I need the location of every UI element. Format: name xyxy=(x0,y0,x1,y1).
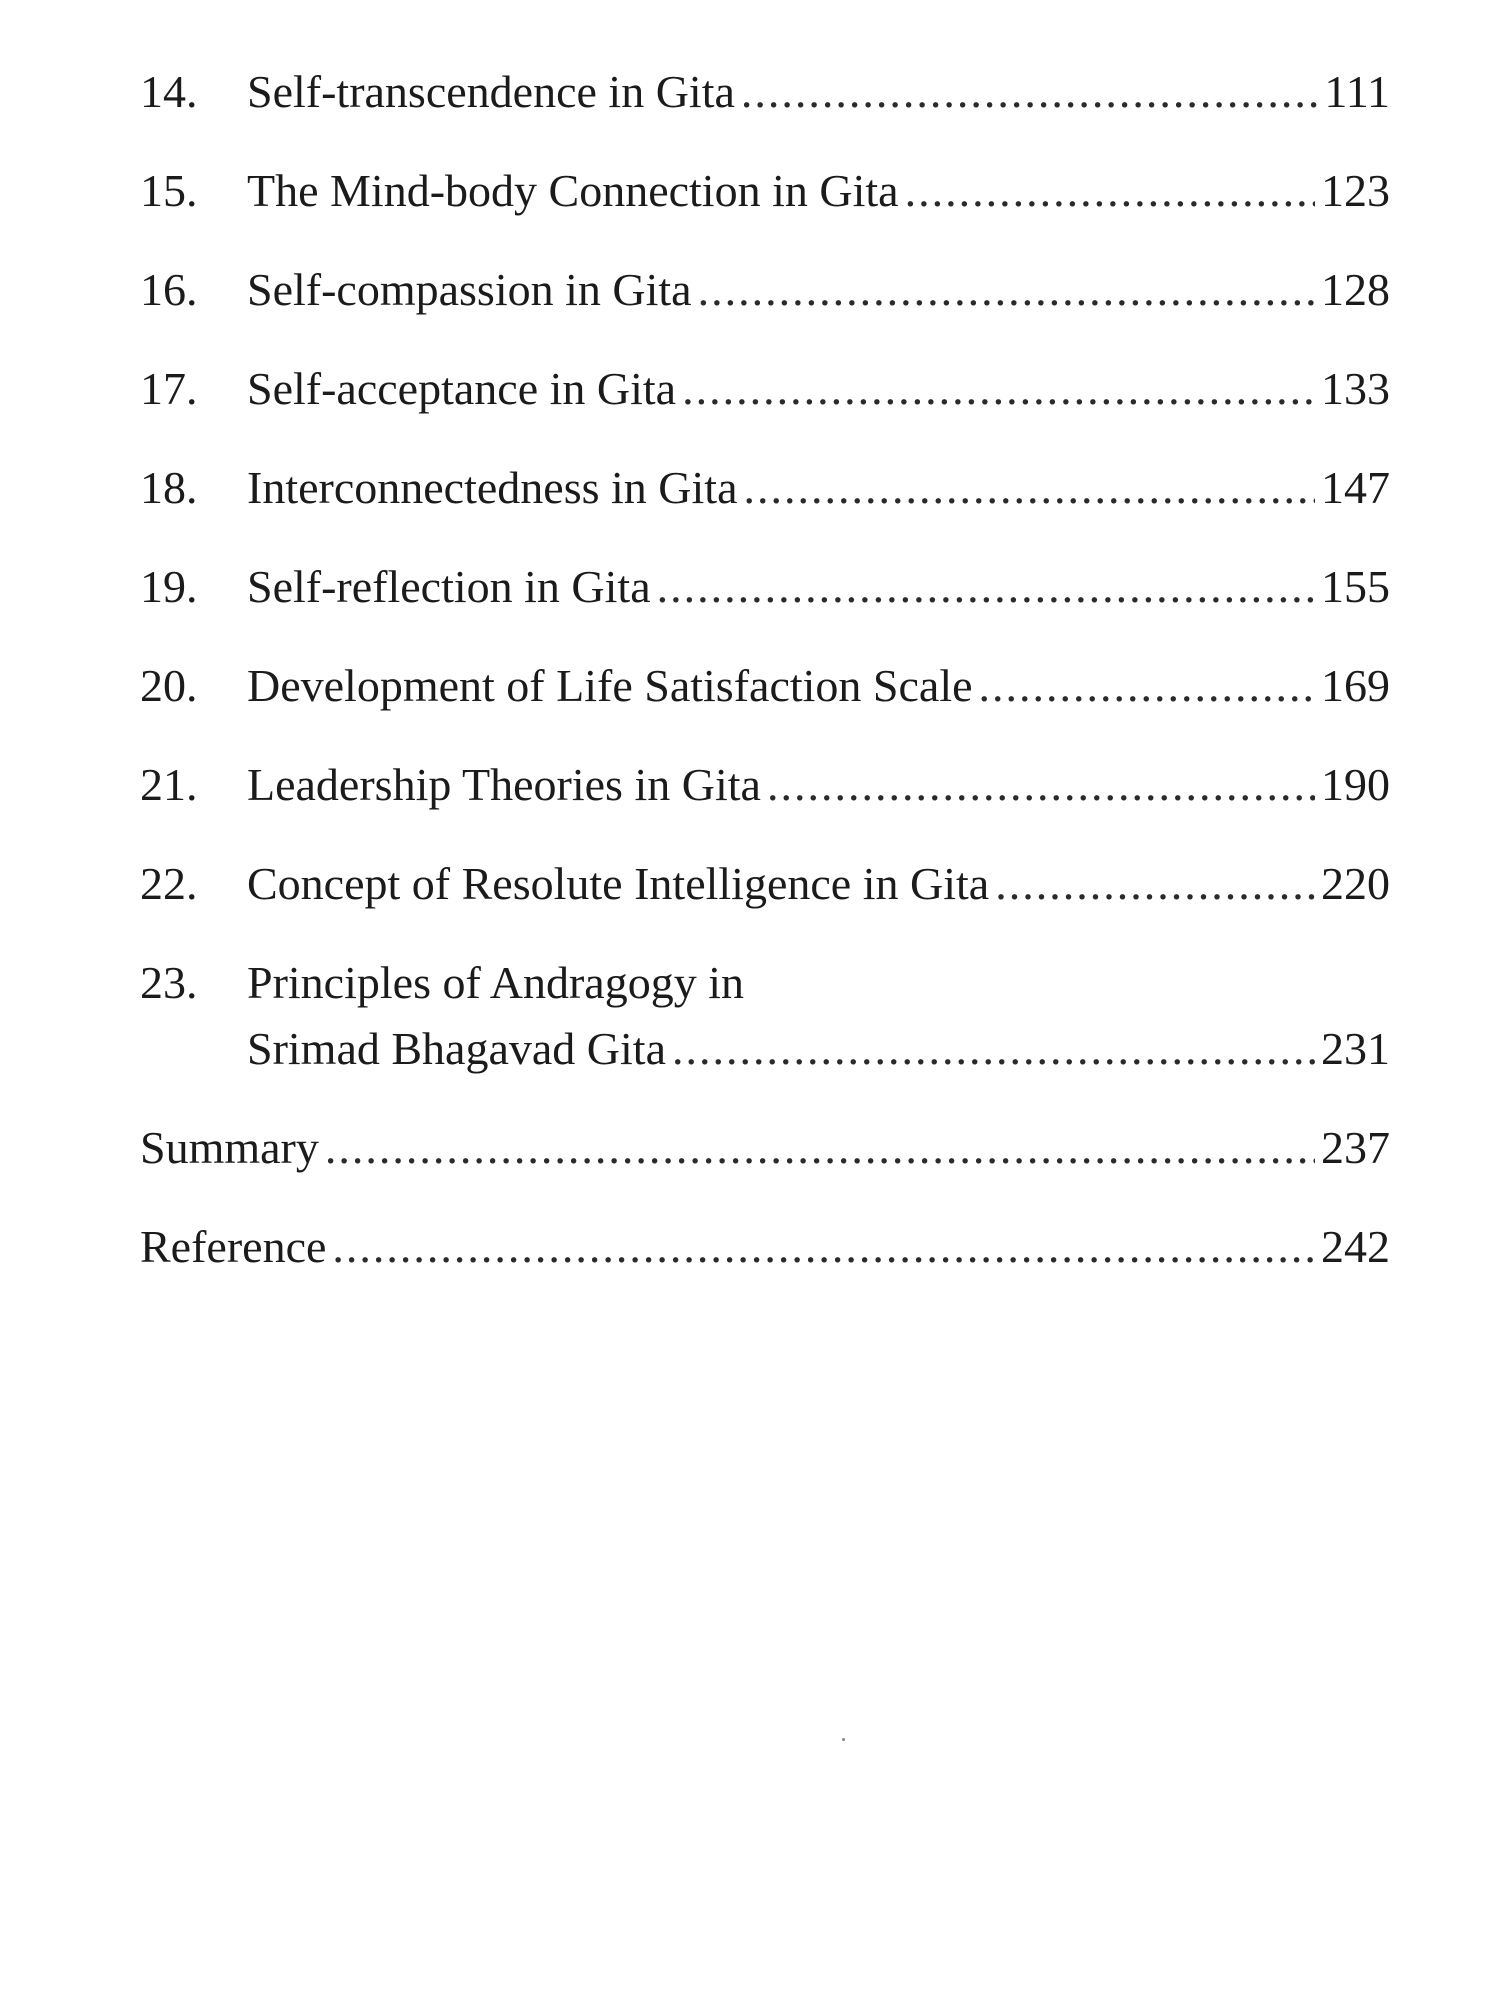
toc-entry-page: 242 xyxy=(1321,1221,1390,1272)
toc-entry-number: 18. xyxy=(140,462,198,513)
toc-entry-page: 128 xyxy=(1321,264,1390,315)
table-of-contents xyxy=(140,55,1390,1309)
dot-leader xyxy=(682,366,1315,412)
toc-entry-21 xyxy=(140,748,1390,847)
dot-leader xyxy=(741,69,1319,115)
toc-entry-number: 22. xyxy=(140,858,198,909)
toc-entry-title: Self-transcendence in Gita xyxy=(247,66,735,117)
toc-entry-title: Self-reflection in Gita xyxy=(247,561,651,612)
toc-entry-20 xyxy=(140,649,1390,748)
toc-entry-reference xyxy=(140,1210,1390,1309)
toc-entry-title: Leadership Theories in Gita xyxy=(247,759,761,810)
toc-entry-page: 231 xyxy=(1321,1023,1390,1074)
toc-entry-title: Summary xyxy=(140,1122,319,1173)
toc-entry-number: 23. xyxy=(140,957,198,1008)
scan-speck xyxy=(842,1738,845,1741)
toc-entry-number: 21. xyxy=(140,759,198,810)
toc-entry-page: 147 xyxy=(1321,462,1390,513)
toc-entry-title: The Mind-body Connection in Gita xyxy=(247,165,899,216)
toc-entry-title: Interconnectedness in Gita xyxy=(247,462,738,513)
toc-entry-page: 155 xyxy=(1321,561,1390,612)
dot-leader xyxy=(995,861,1315,907)
toc-entry-title: Development of Life Satisfaction Scale xyxy=(247,660,973,711)
toc-entry-15 xyxy=(140,154,1390,253)
toc-entry-page: 111 xyxy=(1324,66,1390,117)
toc-entry-14 xyxy=(140,55,1390,154)
toc-entry-number: 19. xyxy=(140,561,198,612)
toc-entry-page: 220 xyxy=(1321,858,1390,909)
toc-entry-title: Reference xyxy=(140,1221,327,1272)
dot-leader xyxy=(767,762,1315,808)
dot-leader xyxy=(332,1224,1315,1270)
toc-entry-page: 123 xyxy=(1321,165,1390,216)
toc-entry-23 xyxy=(140,946,1390,1111)
toc-entry-page: 169 xyxy=(1321,660,1390,711)
toc-entry-title-line1: Principles of Andragogy in xyxy=(247,957,744,1008)
toc-entry-17 xyxy=(140,352,1390,451)
toc-entry-18 xyxy=(140,451,1390,550)
toc-entry-number: 14. xyxy=(140,66,198,117)
dot-leader xyxy=(672,1026,1315,1072)
toc-entry-number: 15. xyxy=(140,165,198,216)
dot-leader xyxy=(979,663,1315,709)
toc-entry-summary xyxy=(140,1111,1390,1210)
toc-entry-19 xyxy=(140,550,1390,649)
toc-entry-title: Concept of Resolute Intelligence in Gita xyxy=(247,858,990,909)
toc-entry-title-line2: Srimad Bhagavad Gita xyxy=(247,1023,667,1074)
dot-leader xyxy=(698,267,1315,313)
toc-entry-number: 16. xyxy=(140,264,198,315)
toc-entry-page: 190 xyxy=(1321,759,1390,810)
dot-leader xyxy=(325,1125,1315,1171)
toc-entry-22 xyxy=(140,847,1390,946)
toc-entry-page: 237 xyxy=(1321,1122,1390,1173)
dot-leader xyxy=(905,168,1315,214)
toc-entry-16 xyxy=(140,253,1390,352)
toc-entry-page: 133 xyxy=(1321,363,1390,414)
toc-entry-title: Self-compassion in Gita xyxy=(247,264,692,315)
dot-leader xyxy=(657,564,1315,610)
dot-leader xyxy=(743,465,1315,511)
toc-entry-number: 17. xyxy=(140,363,198,414)
toc-entry-number: 20. xyxy=(140,660,198,711)
toc-entry-title: Self-acceptance in Gita xyxy=(247,363,677,414)
